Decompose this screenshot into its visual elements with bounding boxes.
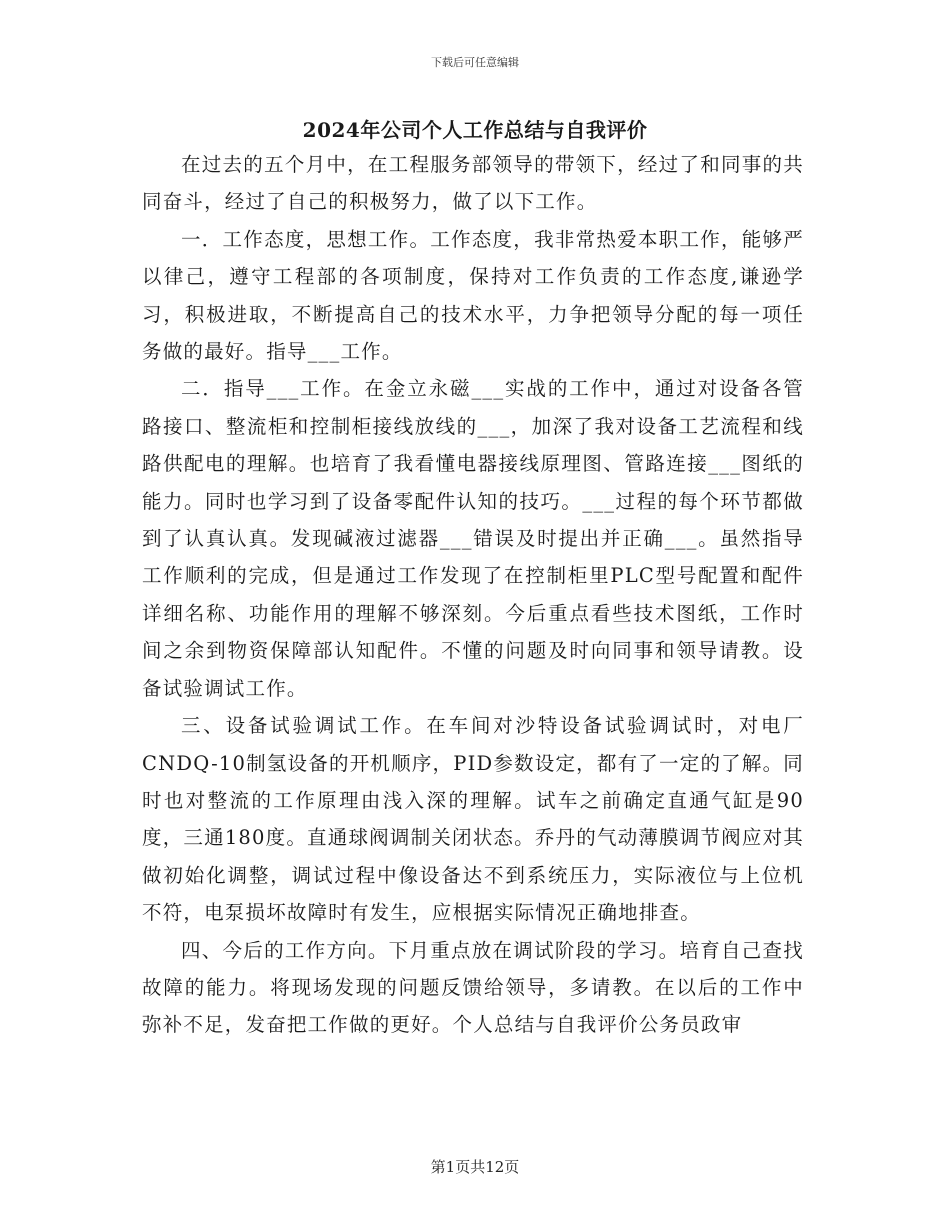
document-title: 2024年公司个人工作总结与自我评价 xyxy=(302,118,648,142)
paragraph-intro: 在过去的五个月中，在工程服务部领导的带领下，经过了和同事的共同奋斗，经过了自己的积极努力，做了以下工作。 xyxy=(142,153,804,214)
page-number: 第1页共12页 xyxy=(430,1158,520,1176)
download-edit-note: 下载后可任意编辑 xyxy=(431,56,519,69)
paragraph-section-2: 二．指导___工作。在金立永磁___实战的工作中，通过对设备各管路接口、整流柜和控制柜接线放线的___，加深了我对设备工艺流程和线路供配电的理解。也培育了我看懂电器接线原理图、管路连接___图纸的能力。同时也学习到了设备零配件认知的技巧。___过程的每个环节都做到了认真认真。发现碱液过滤器___错误及时提出并正确___。虽然指导工作顺利的完成，但是通过工作发现了在控制柜里PLC型号配置和配件详细名称、功能作用的理解不够深刻。今后重点看些技术图纸，工作时间之余到物资保障部认知配件。不懂的问题及时向同事和领导请教。设备试验调试工作。 xyxy=(142,377,804,700)
document-body xyxy=(142,146,804,1044)
paragraph-section-3: 三、设备试验调试工作。在车间对沙特设备试验调试时，对电厂CNDQ-10制氢设备的开机顺序，PID参数设定，都有了一定的了解。同时也对整流的工作原理由浅入深的理解。试车之前确定直通气缸是90度，三通180度。直通球阀调制关闭状态。乔丹的气动薄膜调节阀应对其做初始化调整，调试过程中像设备达不到系统压力，实际液位与上位机不符，电泵损坏故障时有发生，应根据实际情况正确地排查。 xyxy=(142,714,804,925)
paragraph-section-1: 一．工作态度，思想工作。工作态度，我非常热爱本职工作，能够严以律己，遵守工程部的各项制度，保持对工作负责的工作态度,谦逊学习，积极进取，不断提高自己的技术水平，力争把领导分配的每一项任务做的最好。指导___工作。 xyxy=(142,227,804,364)
paragraph-section-4: 四、今后的工作方向。下月重点放在调试阶段的学习。培育自己查找故障的能力。将现场发现的问题反馈给领导，多请教。在以后的工作中弥补不足，发奋把工作做的更好。个人总结与自我评价公务员政审 xyxy=(142,938,804,1037)
